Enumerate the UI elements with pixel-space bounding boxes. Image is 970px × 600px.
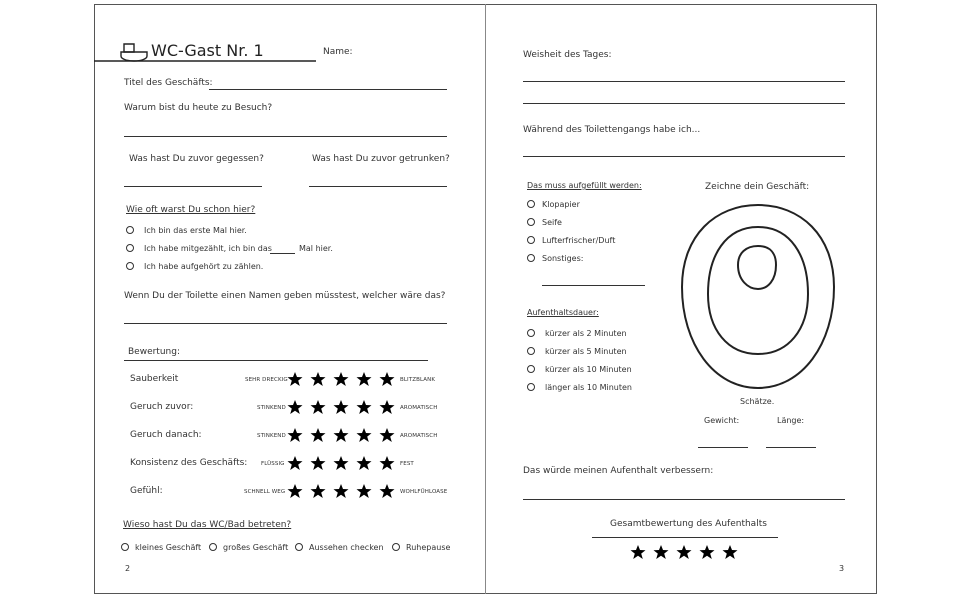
wieso-option-2: großes Geschäft: [223, 543, 289, 552]
rating-label: Geruch danach:: [130, 430, 202, 440]
wie-oft-radio-1[interactable]: [126, 226, 134, 234]
page-title: WC-Gast Nr. 1: [151, 41, 264, 60]
aufenthalt-option-4: länger als 10 Minuten: [545, 383, 632, 392]
zeichne-label: Zeichne dein Geschäft:: [705, 182, 810, 192]
rating-label: Konsistenz des Geschäfts:: [130, 458, 248, 468]
muss-option-4: Sonstiges:: [542, 254, 584, 263]
gewicht-label: Gewicht:: [704, 416, 740, 425]
star-icon[interactable]: [333, 483, 349, 499]
wieso-heading: Wieso hast Du das WC/Bad betreten?: [123, 520, 292, 530]
wieso-radio-2[interactable]: [209, 543, 217, 551]
star-icon[interactable]: [310, 399, 326, 415]
rating-low-label: STINKEND: [257, 405, 286, 411]
wie-oft-radio-2[interactable]: [126, 244, 134, 252]
wie-oft-option-3: Ich habe aufgehört zu zählen.: [144, 262, 264, 271]
rating-label: Geruch zuvor:: [130, 402, 194, 412]
gesamt-underline: [592, 537, 778, 538]
aufenthalt-radio-3[interactable]: [527, 365, 535, 373]
verbessern-label: Das würde meinen Aufenthalt verbessern:: [523, 466, 714, 476]
getrunken-line[interactable]: [309, 186, 447, 187]
star-icon[interactable]: [379, 483, 395, 499]
waehrend-label: Während des Toilettengangs habe ich...: [523, 125, 701, 135]
star-icon[interactable]: [699, 544, 715, 560]
rating-high-label: BLITZBLANK: [400, 377, 436, 383]
right-page-number: 3: [839, 564, 845, 573]
star-icon[interactable]: [356, 455, 372, 471]
rating-low-label: SEHR DRECKIG: [245, 377, 288, 383]
muss-option-1: Klopapier: [542, 200, 580, 209]
muss-option-2: Seife: [542, 218, 562, 227]
gewicht-line[interactable]: [698, 447, 748, 448]
aufenthalt-option-1: kürzer als 2 Minuten: [545, 329, 627, 338]
rating-stars: [287, 427, 395, 443]
weisheit-label: Weisheit des Tages:: [523, 50, 612, 60]
laenge-label: Länge:: [777, 416, 805, 425]
weisheit-line-2[interactable]: [523, 103, 845, 104]
laenge-line[interactable]: [766, 447, 816, 448]
wie-oft-option-2-suffix: Mal hier.: [299, 244, 333, 253]
star-icon[interactable]: [379, 371, 395, 387]
bewertung-underline: [124, 360, 428, 361]
star-icon[interactable]: [310, 371, 326, 387]
star-icon[interactable]: [379, 427, 395, 443]
muss-radio-4[interactable]: [527, 254, 535, 262]
star-icon[interactable]: [356, 427, 372, 443]
aufenthalt-radio-1[interactable]: [527, 329, 535, 337]
bewertung-heading: Bewertung:: [128, 347, 180, 357]
star-icon[interactable]: [379, 399, 395, 415]
sonstiges-line[interactable]: [542, 285, 645, 286]
rating-high-label: AROMATISCH: [400, 433, 438, 439]
left-page-number: 2: [125, 564, 131, 573]
star-icon[interactable]: [356, 371, 372, 387]
star-icon[interactable]: [333, 455, 349, 471]
star-icon[interactable]: [310, 427, 326, 443]
star-icon[interactable]: [333, 371, 349, 387]
muss-radio-3[interactable]: [527, 236, 535, 244]
toilet-seat-drawing[interactable]: [678, 202, 838, 392]
weisheit-line-1[interactable]: [523, 81, 845, 82]
rating-stars: [287, 371, 395, 387]
book-spine: [485, 4, 486, 594]
wieso-option-3: Aussehen checken: [309, 543, 384, 552]
muss-heading: Das muss aufgefüllt werden:: [527, 181, 642, 190]
rating-high-label: FEST: [400, 461, 414, 467]
aufenthalt-option-2: kürzer als 5 Minuten: [545, 347, 627, 356]
gesamt-label: Gesamtbewertung des Aufenthalts: [610, 519, 767, 529]
aufenthalt-radio-2[interactable]: [527, 347, 535, 355]
star-icon[interactable]: [310, 455, 326, 471]
star-icon[interactable]: [676, 544, 692, 560]
wie-oft-heading: Wie oft warst Du schon hier?: [126, 205, 256, 215]
wie-oft-option-1: Ich bin das erste Mal hier.: [144, 226, 247, 235]
rating-high-label: AROMATISCH: [400, 405, 438, 411]
rating-stars: [287, 483, 395, 499]
star-icon[interactable]: [356, 483, 372, 499]
star-icon[interactable]: [653, 544, 669, 560]
star-icon[interactable]: [287, 371, 303, 387]
star-icon[interactable]: [333, 427, 349, 443]
star-icon[interactable]: [379, 455, 395, 471]
verbessern-line[interactable]: [523, 499, 845, 500]
rating-label: Gefühl:: [130, 486, 163, 496]
gegessen-question: Was hast Du zuvor gegessen?: [129, 154, 264, 164]
muss-option-3: Lufterfrischer/Duft: [542, 236, 616, 245]
toilet-name-line[interactable]: [124, 323, 447, 324]
schaetze-label: Schätze.: [740, 397, 775, 406]
star-icon[interactable]: [630, 544, 646, 560]
wieso-option-4: Ruhepause: [406, 543, 451, 552]
gegessen-line[interactable]: [124, 186, 262, 187]
warum-question: Warum bist du heute zu Besuch?: [124, 103, 273, 113]
star-icon[interactable]: [287, 455, 303, 471]
wie-oft-count-line[interactable]: [270, 253, 295, 254]
titel-label: Titel des Geschäfts:: [124, 78, 213, 88]
gesamt-stars: [630, 544, 738, 560]
rating-stars: [287, 399, 395, 415]
wieso-radio-3[interactable]: [295, 543, 303, 551]
wieso-radio-4[interactable]: [392, 543, 400, 551]
rating-label: Sauberkeit: [130, 374, 179, 384]
rating-stars: [287, 455, 395, 471]
wieso-option-1: kleines Geschäft: [135, 543, 202, 552]
aufenthalt-heading: Aufenthaltsdauer:: [527, 308, 599, 317]
titel-line[interactable]: [209, 89, 447, 90]
toilet-name-question: Wenn Du der Toilette einen Namen geben müsstest, welcher wäre das?: [124, 291, 446, 301]
wieso-radio-1[interactable]: [121, 543, 129, 551]
wie-oft-radio-3[interactable]: [126, 262, 134, 270]
waehrend-line[interactable]: [523, 156, 845, 157]
aufenthalt-option-3: kürzer als 10 Minuten: [545, 365, 632, 374]
wie-oft-option-2: Ich habe mitgezählt, ich bin das: [144, 244, 272, 253]
star-icon[interactable]: [287, 427, 303, 443]
aufenthalt-radio-4[interactable]: [527, 383, 535, 391]
getrunken-question: Was hast Du zuvor getrunken?: [312, 154, 450, 164]
star-icon[interactable]: [356, 399, 372, 415]
muss-radio-2[interactable]: [527, 218, 535, 226]
star-icon[interactable]: [333, 399, 349, 415]
muss-radio-1[interactable]: [527, 200, 535, 208]
star-icon[interactable]: [287, 483, 303, 499]
warum-line[interactable]: [124, 136, 447, 137]
rating-low-label: SCHNELL WEG: [244, 489, 286, 495]
star-icon[interactable]: [722, 544, 738, 560]
rating-low-label: STINKEND: [257, 433, 286, 439]
rating-high-label: WOHLFÜHLOASE: [400, 489, 448, 495]
star-icon[interactable]: [287, 399, 303, 415]
rating-low-label: FLÜSSIG: [261, 461, 285, 467]
star-icon[interactable]: [310, 483, 326, 499]
name-label: Name:: [323, 47, 353, 57]
